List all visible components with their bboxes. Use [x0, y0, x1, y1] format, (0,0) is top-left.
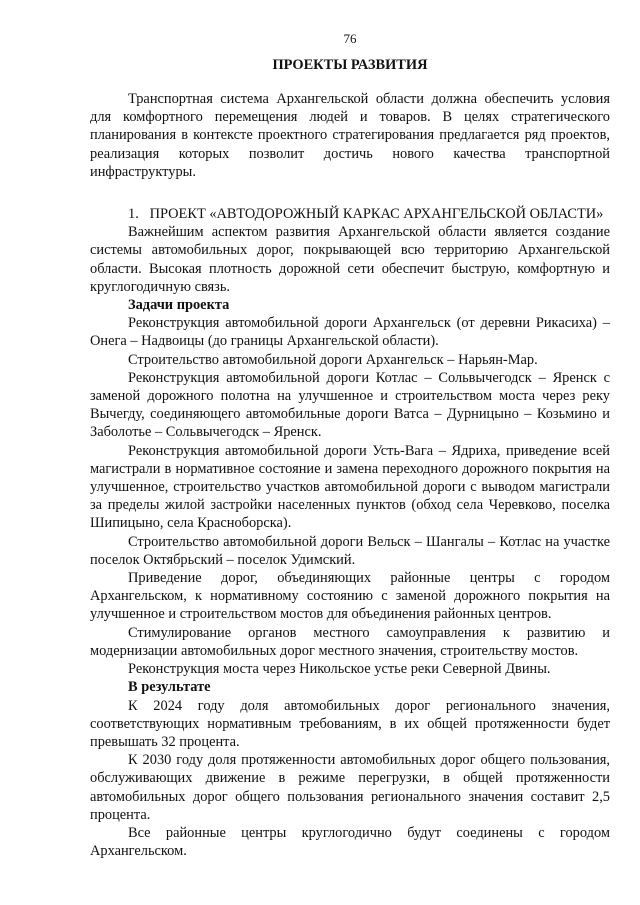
- task-item: Реконструкция моста через Никольское устье реки Северной Двины.: [128, 661, 551, 678]
- page-title: ПРОЕКТЫ РАЗВИТИЯ: [272, 57, 428, 73]
- page-number: 76: [343, 31, 357, 46]
- result-item: К 2030 году доля протяженности автомобильных дорог общего пользования, обслуживающих движение в режиме перегрузки, в общей протяженности автомобильных дорог общего пользования регионального значения составит 2,5 процента.: [90, 752, 610, 823]
- tasks-heading: Задачи проекта: [128, 297, 230, 314]
- intro-paragraph: Транспортная система Архангельской области должна обеспечить условия для комфортного перемещения людей и товаров. В целях стратегического планирования в контексте проектного стратегирования предлагается ряд проектов, реализация которых позволит достичь нового качества транспортной инфраструктуры.: [90, 91, 610, 180]
- result-item: Все районные центры круглогодично будут соединены с городом Архангельском.: [90, 824, 610, 860]
- results-heading: В результате: [128, 679, 211, 696]
- project-heading: 1. ПРОЕКТ «АВТОДОРОЖНЫЙ КАРКАС АРХАНГЕЛЬСКОЙ ОБЛАСТИ»: [128, 206, 604, 223]
- task-item: Стимулирование органов местного самоуправления к развитию и модернизации автомобильных дорог местного значения, строительству мостов.: [90, 624, 610, 659]
- result-item: К 2024 году доля автомобильных дорог регионального значения, соответствующих нормативным требованиям, в их общей протяженности будет превышать 32 процента.: [90, 697, 610, 750]
- task-item: Строительство автомобильной дороги Архангельск – Нарьян-Мар.: [128, 351, 538, 368]
- project-intro-paragraph: Важнейшим аспектом развития Архангельской области является создание системы автомобильных дорог, покрывающей всю территорию Архангельской области. Высокая плотность дорожной сети обеспечит быструю, комфортную и круглогодичную связь.: [90, 224, 610, 295]
- task-item: Реконструкция автомобильной дороги Усть-Вага – Ядриха, приведение всей магистрали в нормативное состояние и замена переходного дорожного покрытия на улучшенное, строительство участков автомобильной дороги с выводом магистрали за пределы жилой застройки населенных пунктов (обход села Черевково, поселка Шипицыно, села Красноборска).: [90, 442, 610, 532]
- task-item: Строительство автомобильной дороги Вельск – Шангалы – Котлас на участке поселок Октябрьский – поселок Удимский.: [90, 533, 610, 568]
- task-item: Приведение дорог, объединяющих районные центры с городом Архангельском, к нормативному состоянию с заменой дорожного покрытия на улучшенное и строительством мостов для объединения районных центров.: [90, 570, 610, 623]
- task-item: Реконструкция автомобильной дороги Котлас – Сольвычегодск – Яренск с заменой дорожного полотна на улучшенное и строительством моста через реку Вычегду, соединяющего автомобильные дороги Ватса – Дурницыно – Козьмино и Заболотье – Сольвычегодск – Яренск.: [90, 369, 610, 441]
- task-item: Реконструкция автомобильной дороги Архангельск (от деревни Рикасиха) – Онега – Надвоицы (до границы Архангельской области).: [90, 315, 610, 350]
